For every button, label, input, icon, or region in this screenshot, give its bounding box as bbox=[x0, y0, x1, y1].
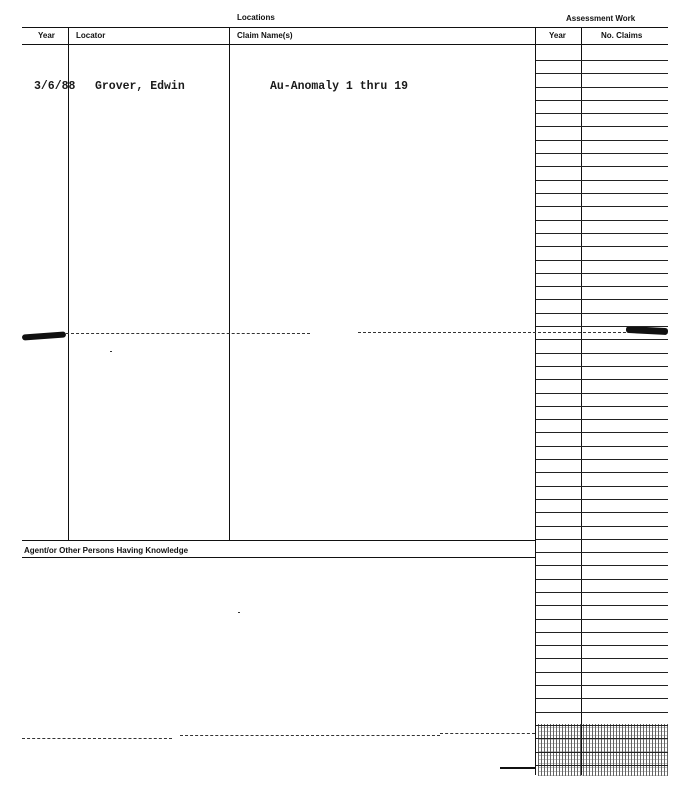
assessment-row-rule bbox=[536, 698, 668, 699]
col-header-locator: Locator bbox=[76, 31, 106, 40]
assessment-row-rule bbox=[536, 60, 668, 61]
assessment-row-rule bbox=[536, 180, 668, 181]
assessment-row-rule bbox=[536, 339, 668, 340]
scan-mark-left bbox=[22, 331, 66, 340]
assessment-row-rule bbox=[536, 100, 668, 101]
assessment-row-rule bbox=[536, 579, 668, 580]
fold-line-right bbox=[358, 332, 626, 334]
entry-year: 3/6/88 bbox=[34, 80, 76, 93]
assessment-row-rule bbox=[536, 393, 668, 394]
assessment-row-rule bbox=[536, 353, 668, 354]
scan-mark-right bbox=[626, 326, 668, 335]
assessment-row-rule bbox=[536, 486, 668, 487]
assessment-work-title: Assessment Work bbox=[566, 14, 636, 23]
assessment-row-rule bbox=[536, 206, 668, 207]
assessment-row-rule bbox=[536, 605, 668, 606]
assessment-row-rule bbox=[536, 432, 668, 433]
assessment-row-rule bbox=[536, 406, 668, 407]
header-top-rule bbox=[22, 27, 668, 28]
assessment-row-rule bbox=[536, 246, 668, 247]
agent-top-rule bbox=[22, 540, 536, 541]
assessment-row-rule bbox=[536, 658, 668, 659]
assessment-row-rule bbox=[536, 565, 668, 566]
assessment-row-rule bbox=[536, 260, 668, 261]
assessment-row-rule bbox=[536, 472, 668, 473]
col-header-aw-year: Year bbox=[549, 31, 566, 40]
col-header-no-claims: No. Claims bbox=[601, 31, 643, 40]
assessment-row-rule bbox=[536, 552, 668, 553]
assessment-row-rule bbox=[536, 539, 668, 540]
assessment-row-rule bbox=[536, 233, 668, 234]
assessment-row-rule bbox=[536, 166, 668, 167]
assessment-row-rule bbox=[536, 73, 668, 74]
header-bottom-rule bbox=[22, 44, 668, 45]
assessment-row-rule bbox=[536, 153, 668, 154]
assessment-row-rule bbox=[536, 712, 668, 713]
assessment-row-rule bbox=[536, 87, 668, 88]
assessment-row-rule bbox=[536, 446, 668, 447]
divider-year-locator bbox=[68, 27, 69, 541]
assessment-row-rule bbox=[536, 113, 668, 114]
agent-bottom-rule bbox=[22, 557, 536, 558]
assessment-row-rule bbox=[536, 140, 668, 141]
bottom-fold-right bbox=[440, 733, 535, 735]
assessment-row-rule bbox=[536, 126, 668, 127]
assessment-row-rule bbox=[536, 526, 668, 527]
bottom-fold-mid bbox=[180, 735, 440, 737]
assessment-row-rule bbox=[536, 326, 668, 327]
assessment-row-rule bbox=[536, 685, 668, 686]
assessment-row-rule bbox=[536, 313, 668, 314]
assessment-row-rule bbox=[536, 273, 668, 274]
assessment-row-rule bbox=[536, 459, 668, 460]
assessment-row-rule bbox=[536, 512, 668, 513]
scan-noise bbox=[538, 724, 668, 776]
speck bbox=[110, 351, 112, 352]
assessment-row-rule bbox=[536, 632, 668, 633]
assessment-row-rule bbox=[536, 619, 668, 620]
assessment-row-rule bbox=[536, 592, 668, 593]
divider-locator-claims bbox=[229, 27, 230, 541]
assessment-row-rule bbox=[536, 366, 668, 367]
assessment-row-rule bbox=[536, 220, 668, 221]
agent-section-label: Agent/or Other Persons Having Knowledge bbox=[24, 546, 189, 555]
assessment-row-rule bbox=[536, 672, 668, 673]
assessment-row-rule bbox=[536, 645, 668, 646]
assessment-row-rule bbox=[536, 419, 668, 420]
assessment-row-rule bbox=[536, 499, 668, 500]
col-header-claim-names: Claim Name(s) bbox=[237, 31, 293, 40]
assessment-row-rule bbox=[536, 379, 668, 380]
bottom-fold-left bbox=[22, 738, 172, 740]
locations-title: Locations bbox=[237, 13, 275, 22]
speck bbox=[238, 612, 240, 613]
assessment-row-rule bbox=[536, 193, 668, 194]
entry-locator: Grover, Edwin bbox=[95, 80, 185, 93]
col-header-year: Year bbox=[38, 31, 55, 40]
assessment-row-rule bbox=[536, 299, 668, 300]
bottom-smudge bbox=[500, 767, 536, 769]
assessment-row-rule bbox=[536, 286, 668, 287]
fold-line-left bbox=[66, 333, 310, 335]
entry-claim-names: Au-Anomaly 1 thru 19 bbox=[270, 80, 409, 93]
